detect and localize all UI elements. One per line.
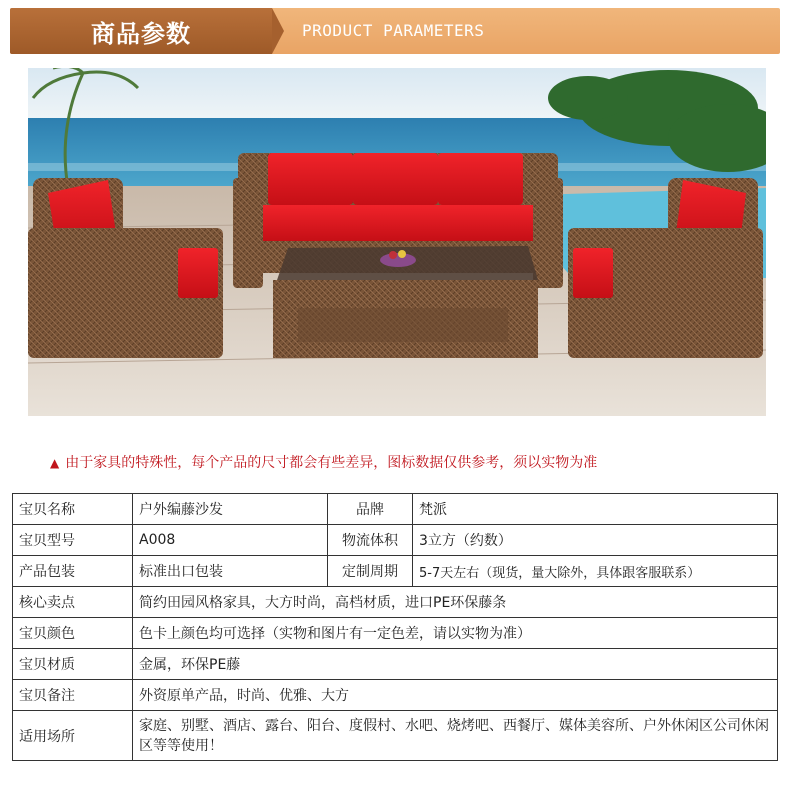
param-label: 核心卖点 <box>13 587 133 618</box>
table-row <box>13 556 778 587</box>
table-row <box>13 587 778 618</box>
param-label: 产品包装 <box>13 556 133 587</box>
param-value: 简约田园风格家具，大方时尚，高档材质，进口PE环保藤条 <box>133 587 778 618</box>
param-value: 标准出口包装 <box>133 556 328 587</box>
section-title-cn: 商品参数 <box>10 8 272 54</box>
param-label: 宝贝颜色 <box>13 618 133 649</box>
param-value: 5-7天左右（现货，量大除外，具体跟客服联系） <box>413 556 778 587</box>
param-value: 3立方（约数） <box>413 525 778 556</box>
param-value: 金属，环保PE藤 <box>133 649 778 680</box>
table-row <box>13 618 778 649</box>
table-row <box>13 494 778 525</box>
triangle-up-icon: ▲ <box>50 456 60 470</box>
param-value: 家庭、别墅、酒店、露台、阳台、度假村、水吧、烧烤吧、西餐厅、媒体美容所、户外休闲区公司休闲区等等使用！ <box>133 711 778 761</box>
param-value: 梵派 <box>413 494 778 525</box>
param-value: 户外编藤沙发 <box>133 494 328 525</box>
param-label: 定制周期 <box>328 556 413 587</box>
product-photo <box>28 68 766 416</box>
param-value: A008 <box>133 525 328 556</box>
param-label: 宝贝材质 <box>13 649 133 680</box>
table-row <box>13 525 778 556</box>
param-value: 色卡上颜色均可选择（实物和图片有一定色差，请以实物为准） <box>133 618 778 649</box>
table-row <box>13 680 778 711</box>
param-label: 宝贝名称 <box>13 494 133 525</box>
product-parameters-table <box>12 493 778 761</box>
section-header-banner <box>10 8 780 54</box>
param-label: 适用场所 <box>13 711 133 761</box>
param-value: 外资原单产品，时尚、优雅、大方 <box>133 680 778 711</box>
table-row <box>13 711 778 761</box>
section-title-en: PRODUCT PARAMETERS <box>302 21 485 40</box>
param-label: 宝贝型号 <box>13 525 133 556</box>
param-label: 物流体积 <box>328 525 413 556</box>
notice-text: 由于家具的特殊性，每个产品的尺寸都会有些差异，图标数据仅供参考，须以实物为准 <box>65 455 598 471</box>
size-disclaimer-notice <box>50 452 597 472</box>
param-label: 宝贝备注 <box>13 680 133 711</box>
param-label: 品牌 <box>328 494 413 525</box>
table-row <box>13 649 778 680</box>
banner-arrow-divider <box>272 8 284 54</box>
